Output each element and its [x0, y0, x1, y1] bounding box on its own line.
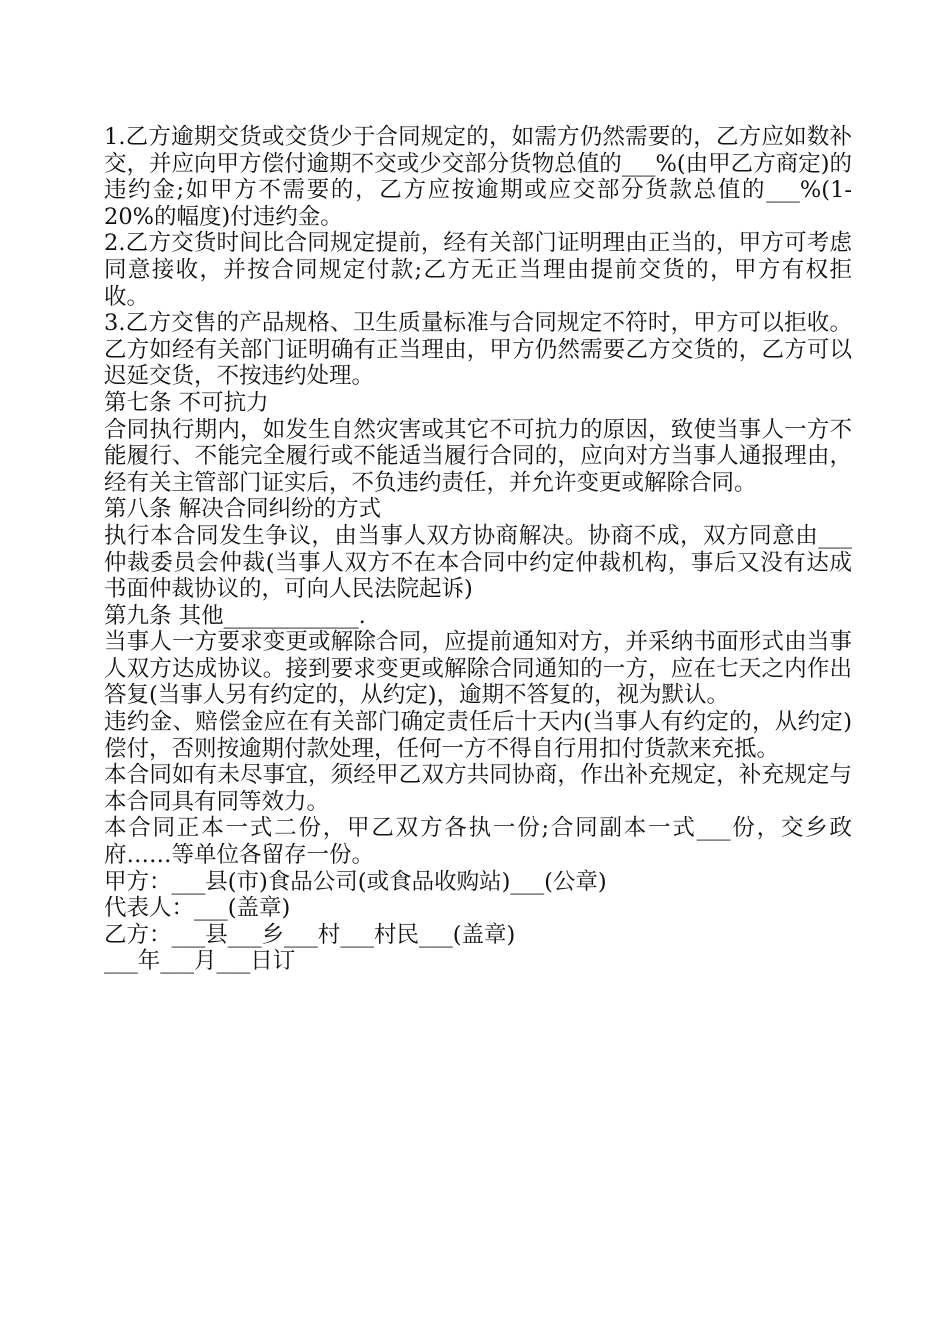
- clause-supplementary: 本合同如有未尽事宜，须经甲乙双方共同协商，作出补充规定，补充规定与本合同具有同等效力。: [104, 762, 852, 815]
- clause-contract-change: 当事人一方要求变更或解除合同，应提前通知对方，并采纳书面形式由当事人双方达成协议。接到要求变更或解除合同通知的一方，应在七天之内作出答复(当事人另有约定的，从约定)，逾期不答复的，视为默认。: [104, 629, 852, 709]
- article-7-body: 合同执行期内，如发生自然灾害或其它不可抗力的原因，致使当事人一方不能履行、不能完全履行或不能适当履行合同的，应向对方当事人通报理由，经有关主管部门证实后，不负违约责任，并允许变更或解除合同。: [104, 416, 852, 496]
- clause-copies: 本合同正本一式二份，甲乙双方各执一份;合同副本一式___份，交乡政府……等单位各留存一份。: [104, 815, 852, 869]
- article-8-body: 执行本合同发生争议，由当事人双方协商解决。协商不成，双方同意由___仲裁委员会仲裁(当事人双方不在本合同中约定仲裁机构，事后又没有达成书面仲裁协议的，可向人民法院起诉): [104, 522, 852, 603]
- signing-date-line: ___年___月___日订: [104, 948, 296, 975]
- party-b-signature-line: 乙方：___县___乡___村___村民___(盖章): [104, 921, 516, 948]
- clause-early-delivery: 2.乙方交货时间比合同规定提前，经有关部门证明理由正当的，甲方可考虑同意接收，并按合同规定付款;乙方无正当理由提前交货的，甲方有权拒收。: [104, 230, 852, 310]
- clause-penalty-payment: 违约金、赔偿金应在有关部门确定责任后十天内(当事人有约定的，从约定)偿付，否则按逾期付款处理，任何一方不得自行用扣付货款来充抵。: [104, 709, 852, 762]
- party-a-signature-line: 甲方：___县(市)食品公司(或食品收购站)___(公章): [104, 868, 607, 895]
- clause-nonconforming-goods: 3.乙方交售的产品规格、卫生质量标准与合同规定不符时，甲方可以拒收。乙方如经有关部门证明确有正当理由，甲方仍然需要乙方交货的，乙方可以迟延交货，不按违约处理。: [104, 310, 852, 390]
- article-7-heading: 第七条 不可抗力: [104, 389, 269, 416]
- clause-late-delivery: 1.乙方逾期交货或交货少于合同规定的，如需方仍然需要的，乙方应如数补交，并应向甲方偿付逾期不交或少交部分货物总值的___%(由甲乙方商定)的违约金;如甲方不需要的，乙方应按逾期或应交部分货款总值的___%(1-20%的幅度)付违约金。: [104, 124, 852, 230]
- article-9-heading: 第九条 其他____________.: [104, 602, 366, 629]
- article-8-heading: 第八条 解决合同纠纷的方式: [104, 496, 382, 523]
- document-body: [104, 124, 852, 975]
- representative-signature-line: 代表人：___(盖章): [104, 895, 291, 922]
